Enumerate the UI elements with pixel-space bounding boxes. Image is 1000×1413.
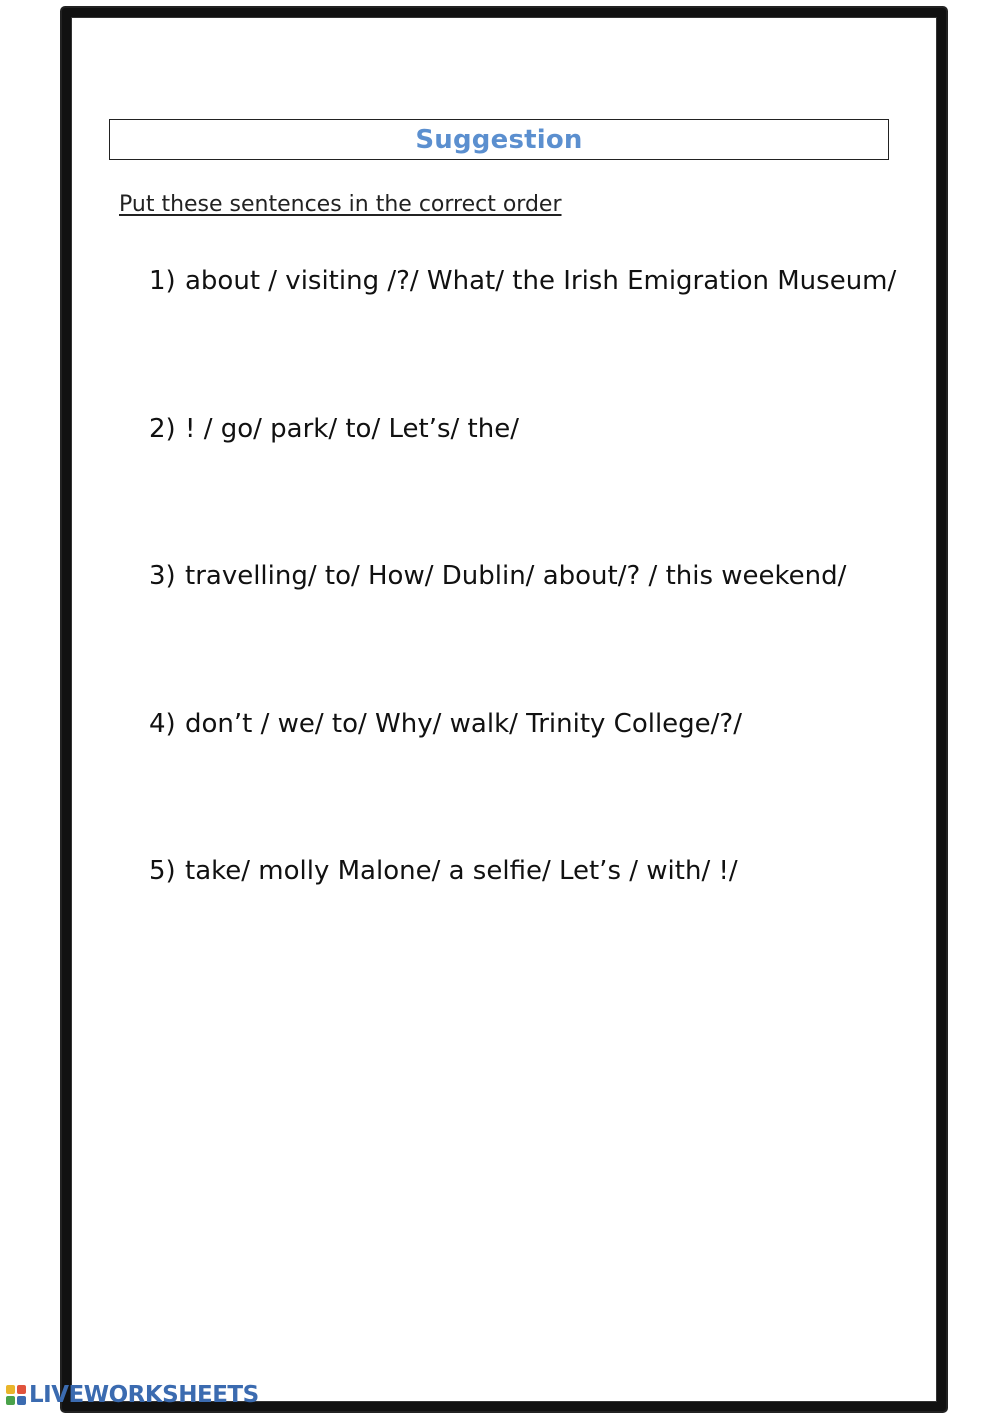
item-text: ! / go/ park/ to/ Let’s/ the/ bbox=[185, 414, 519, 444]
item-text: travelling/ to/ How/ Dublin/ about/? / this weekend/ bbox=[185, 561, 847, 591]
item-number: 3) bbox=[149, 561, 176, 591]
item-number: 5) bbox=[149, 856, 176, 886]
logo-grid-icon bbox=[6, 1385, 26, 1405]
liveworksheets-logo bbox=[6, 1382, 259, 1408]
page-title: Suggestion bbox=[415, 124, 583, 155]
item-number: 1) bbox=[149, 266, 176, 296]
list-item bbox=[149, 414, 519, 444]
item-text: don’t / we/ to/ Why/ walk/ Trinity College/?/ bbox=[185, 709, 742, 739]
item-number: 4) bbox=[149, 709, 176, 739]
item-text: take/ molly Malone/ a selfie/ Let’s / with/ !/ bbox=[185, 856, 738, 886]
list-item bbox=[149, 856, 738, 886]
item-number: 2) bbox=[149, 414, 176, 444]
title-box bbox=[109, 119, 889, 160]
item-text: about / visiting /?/ What/ the Irish Emigration Museum/ bbox=[185, 266, 897, 296]
logo-text: LIVEWORKSHEETS bbox=[29, 1382, 259, 1408]
list-item bbox=[149, 266, 896, 296]
list-item bbox=[149, 561, 846, 591]
instruction-text: Put these sentences in the correct order bbox=[119, 192, 562, 217]
list-item bbox=[149, 709, 742, 739]
